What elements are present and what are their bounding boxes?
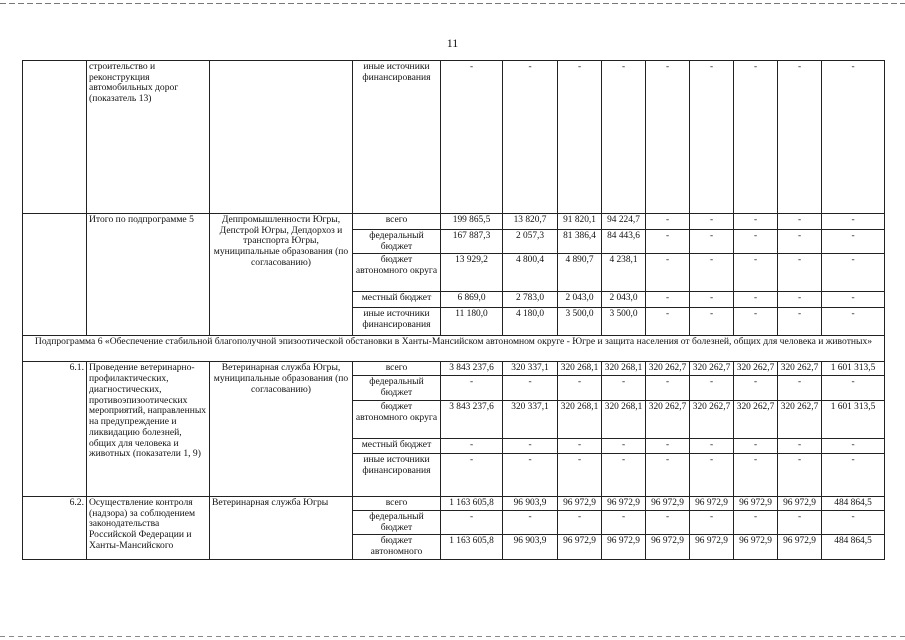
amount-cell: - — [503, 438, 558, 453]
amount-cell: 3 843 237,6 — [441, 400, 503, 438]
amount-cell: 96 972,9 — [602, 496, 646, 510]
amount-cell: - — [690, 453, 734, 496]
amount-cell: 4 238,1 — [602, 254, 646, 292]
amount-cell: - — [778, 214, 822, 230]
amount-cell: - — [690, 510, 734, 534]
amount-cell: - — [734, 230, 778, 254]
amount-cell: - — [778, 438, 822, 453]
amount-cell: 167 887,3 — [441, 230, 503, 254]
amount-cell: - — [734, 214, 778, 230]
amount-cell: 320 268,1 — [558, 362, 602, 376]
amount-cell: 96 972,9 — [734, 535, 778, 559]
amount-cell: - — [503, 376, 558, 400]
amount-cell: - — [690, 292, 734, 308]
amount-cell: - — [602, 61, 646, 214]
amount-cell: - — [690, 254, 734, 292]
amount-cell: 96 972,9 — [778, 496, 822, 510]
amount-cell: - — [778, 292, 822, 308]
row-number — [23, 61, 87, 214]
amount-cell: 3 500,0 — [558, 308, 602, 336]
amount-cell: 96 972,9 — [778, 535, 822, 559]
activity-name: Осуществление контроля (надзора) за соблюдением законодательства Российской Федерации и Ханты-Мансийского — [87, 496, 210, 559]
amount-cell: 199 865,5 — [441, 214, 503, 230]
funding-source: местный бюджет — [353, 292, 441, 308]
amount-cell: - — [602, 376, 646, 400]
amount-cell: 3 843 237,6 — [441, 362, 503, 376]
funding-table — [22, 60, 885, 560]
funding-source: бюджет автономного округа — [353, 400, 441, 438]
amount-cell: 320 262,7 — [734, 362, 778, 376]
amount-cell: 11 180,0 — [441, 308, 503, 336]
amount-cell: 1 601 313,5 — [822, 362, 885, 376]
amount-cell: 6 869,0 — [441, 292, 503, 308]
amount-cell: - — [690, 438, 734, 453]
responsible-executor: Ветеринарная служба Югры, муниципальные образования (по согласованию) — [210, 362, 353, 496]
amount-cell: - — [441, 61, 503, 214]
amount-cell: 320 262,7 — [690, 362, 734, 376]
amount-cell: 96 972,9 — [558, 496, 602, 510]
funding-source: всего — [353, 214, 441, 230]
amount-cell: - — [822, 292, 885, 308]
amount-cell: - — [646, 254, 690, 292]
amount-cell: - — [734, 61, 778, 214]
amount-cell: - — [690, 214, 734, 230]
amount-cell: 96 972,9 — [690, 496, 734, 510]
amount-cell: - — [734, 254, 778, 292]
activity-name: Проведение ветеринарно-профилактических, диагностических, противоэпизоотических мероприятий, направленных на предупреждение и ликвидацию болезней, общих для человека и животных (показатели 1, 9) — [87, 362, 210, 496]
amount-cell: - — [822, 61, 885, 214]
amount-cell: 320 262,7 — [778, 362, 822, 376]
amount-cell: 484 864,5 — [822, 535, 885, 559]
amount-cell: - — [441, 510, 503, 534]
amount-cell: - — [778, 308, 822, 336]
funding-source: федеральный бюджет — [353, 510, 441, 534]
amount-cell: 320 262,7 — [690, 400, 734, 438]
responsible-executor: Деппромышленности Югры, Депстрой Югры, Депдорхоз и транспорта Югры, муниципальные образования (по согласованию) — [210, 214, 353, 336]
amount-cell: - — [646, 376, 690, 400]
amount-cell: - — [646, 453, 690, 496]
funding-source: всего — [353, 362, 441, 376]
amount-cell: 2 043,0 — [558, 292, 602, 308]
amount-cell: - — [822, 510, 885, 534]
amount-cell: - — [734, 438, 778, 453]
amount-cell: - — [558, 453, 602, 496]
amount-cell: - — [646, 308, 690, 336]
table-body — [23, 61, 885, 560]
amount-cell: - — [646, 438, 690, 453]
funding-source: иные источники финансирования — [353, 308, 441, 336]
amount-cell: - — [441, 438, 503, 453]
activity-name: строительство и реконструкция автомобильных дорог (показатель 13) — [87, 61, 210, 214]
amount-cell: - — [734, 510, 778, 534]
scan-top-edge — [0, 3, 905, 4]
amount-cell: 84 443,6 — [602, 230, 646, 254]
amount-cell: 96 903,9 — [503, 535, 558, 559]
amount-cell: 96 972,9 — [690, 535, 734, 559]
responsible-executor — [210, 61, 353, 214]
amount-cell: 320 262,7 — [646, 400, 690, 438]
amount-cell: - — [646, 61, 690, 214]
amount-cell: 320 268,1 — [558, 400, 602, 438]
amount-cell: 4 800,4 — [503, 254, 558, 292]
table-row — [23, 496, 885, 510]
amount-cell: - — [822, 438, 885, 453]
amount-cell: 96 903,9 — [503, 496, 558, 510]
amount-cell: 96 972,9 — [646, 496, 690, 510]
amount-cell: - — [822, 308, 885, 336]
amount-cell: 320 262,7 — [734, 400, 778, 438]
amount-cell: - — [734, 376, 778, 400]
amount-cell: 96 972,9 — [734, 496, 778, 510]
subtotal-label: Итого по подпрограмме 5 — [87, 214, 210, 336]
amount-cell: 1 163 605,8 — [441, 535, 503, 559]
table-row — [23, 362, 885, 376]
amount-cell: - — [778, 453, 822, 496]
amount-cell: 2 043,0 — [602, 292, 646, 308]
amount-cell: - — [558, 510, 602, 534]
amount-cell: 320 262,7 — [778, 400, 822, 438]
amount-cell: - — [558, 61, 602, 214]
funding-source: федеральный бюджет — [353, 230, 441, 254]
amount-cell: - — [690, 230, 734, 254]
amount-cell: - — [602, 510, 646, 534]
amount-cell: - — [778, 230, 822, 254]
amount-cell: 91 820,1 — [558, 214, 602, 230]
amount-cell: - — [734, 453, 778, 496]
amount-cell: - — [778, 61, 822, 214]
amount-cell: 94 224,7 — [602, 214, 646, 230]
amount-cell: - — [822, 254, 885, 292]
funding-source: всего — [353, 496, 441, 510]
amount-cell: - — [778, 376, 822, 400]
amount-cell: 96 972,9 — [558, 535, 602, 559]
row-number: 6.1. — [23, 362, 87, 496]
funding-source: иные источники финансирования — [353, 453, 441, 496]
amount-cell: 1 163 605,8 — [441, 496, 503, 510]
amount-cell: - — [690, 376, 734, 400]
amount-cell: - — [690, 308, 734, 336]
amount-cell: - — [558, 438, 602, 453]
responsible-executor: Ветеринарная служба Югры — [210, 496, 353, 559]
amount-cell: 2 057,3 — [503, 230, 558, 254]
amount-cell: 320 337,1 — [503, 362, 558, 376]
amount-cell: - — [778, 254, 822, 292]
amount-cell: 13 820,7 — [503, 214, 558, 230]
amount-cell: 96 972,9 — [602, 535, 646, 559]
amount-cell: 13 929,2 — [441, 254, 503, 292]
amount-cell: - — [503, 61, 558, 214]
scan-bottom-edge — [0, 636, 905, 637]
amount-cell: 320 268,1 — [602, 400, 646, 438]
amount-cell: - — [441, 453, 503, 496]
amount-cell: - — [646, 292, 690, 308]
funding-source: местный бюджет — [353, 438, 441, 453]
amount-cell: - — [690, 61, 734, 214]
table-row — [23, 61, 885, 214]
subprogram-heading: Подпрограмма 6 «Обеспечение стабильной благополучной эпизоотической обстановки в Ханты-Мансийском автономном округе - Югре и защита населения от болезней, общих для человека и животных» — [23, 336, 885, 362]
amount-cell: - — [602, 438, 646, 453]
table-row — [23, 336, 885, 362]
amount-cell: 320 337,1 — [503, 400, 558, 438]
amount-cell: - — [822, 214, 885, 230]
amount-cell: - — [734, 308, 778, 336]
amount-cell: 4 890,7 — [558, 254, 602, 292]
funding-source: иные источники финансирования — [353, 61, 441, 214]
amount-cell: - — [503, 510, 558, 534]
amount-cell: - — [558, 376, 602, 400]
amount-cell: - — [822, 453, 885, 496]
amount-cell: 3 500,0 — [602, 308, 646, 336]
amount-cell: 2 783,0 — [503, 292, 558, 308]
amount-cell: - — [503, 453, 558, 496]
amount-cell: 4 180,0 — [503, 308, 558, 336]
page-number: 11 — [446, 36, 459, 50]
amount-cell: 320 268,1 — [602, 362, 646, 376]
amount-cell: 81 386,4 — [558, 230, 602, 254]
table-row — [23, 214, 885, 230]
amount-cell: - — [441, 376, 503, 400]
funding-source: бюджет автономного округа — [353, 254, 441, 292]
amount-cell: - — [822, 230, 885, 254]
amount-cell: 96 972,9 — [646, 535, 690, 559]
amount-cell: - — [778, 510, 822, 534]
amount-cell: - — [602, 453, 646, 496]
amount-cell: - — [734, 292, 778, 308]
amount-cell: 484 864,5 — [822, 496, 885, 510]
funding-source: бюджет автономного — [353, 535, 441, 559]
amount-cell: - — [646, 230, 690, 254]
amount-cell: 1 601 313,5 — [822, 400, 885, 438]
row-number: 6.2. — [23, 496, 87, 559]
funding-source: федеральный бюджет — [353, 376, 441, 400]
amount-cell: 320 262,7 — [646, 362, 690, 376]
amount-cell: - — [822, 376, 885, 400]
amount-cell: - — [646, 510, 690, 534]
row-number — [23, 214, 87, 336]
amount-cell: - — [646, 214, 690, 230]
